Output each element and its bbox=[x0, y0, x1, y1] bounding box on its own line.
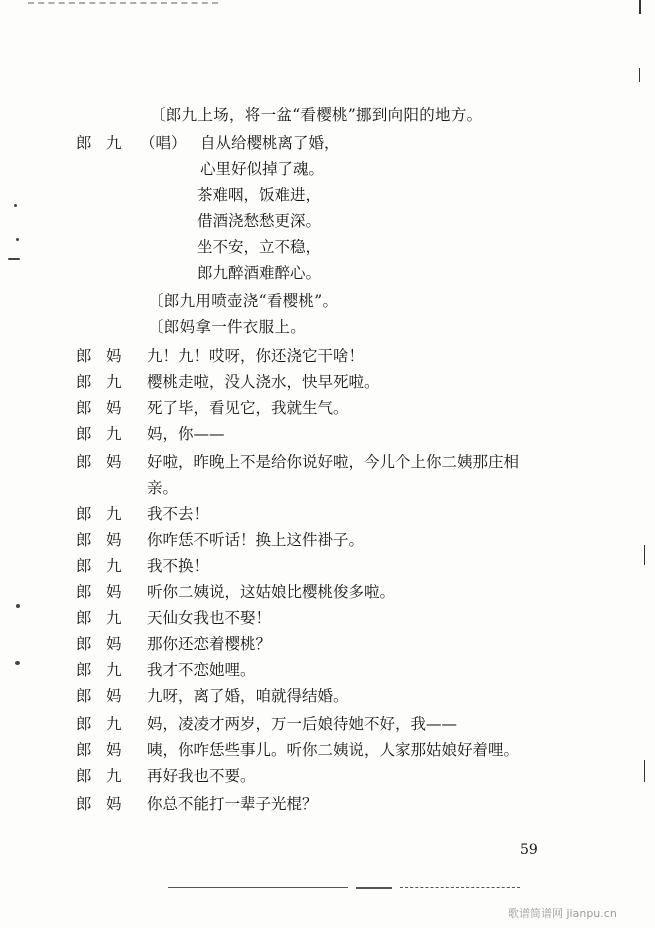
dialogue-line: 我才不恋她哩。 bbox=[147, 661, 256, 679]
stage-direction: 〔郎妈拿一件衣服上。 bbox=[148, 318, 307, 336]
speaker-name: 郎 妈 bbox=[76, 795, 122, 813]
speaker-name: 郎 九 bbox=[76, 767, 122, 785]
speaker-name: 郎 妈 bbox=[76, 687, 122, 705]
dialogue-line: 那你还恋着樱桃？ bbox=[147, 635, 272, 653]
dialogue-line: 九！九！哎呀，你还浇它干啥！ bbox=[147, 347, 365, 365]
dialogue-line: 咦，你咋恁些事儿。听你二姨说，人家那姑娘好着哩。 bbox=[147, 741, 520, 759]
song-line: 坐不安，立不稳， bbox=[197, 238, 322, 256]
footer-rule bbox=[168, 887, 348, 888]
song-cue: （唱） bbox=[140, 134, 187, 152]
dialogue-line: 你咋恁不听话！换上这件褂子。 bbox=[147, 531, 365, 549]
dialogue-line: 听你二姨说，这姑娘比樱桃俊多啦。 bbox=[147, 583, 396, 601]
watermark: 歌谱简谱网 jianpu.cn bbox=[508, 907, 617, 920]
speaker-name: 郎 九 bbox=[76, 715, 122, 733]
speaker-name: 郎 妈 bbox=[76, 583, 122, 601]
dialogue-line: 好啦，昨晚上不是给你说好啦，今儿个上你二姨那庄相 bbox=[147, 453, 520, 471]
song-line: 心里好似掉了魂。 bbox=[200, 160, 325, 178]
dialogue-line: 我不换！ bbox=[147, 557, 210, 575]
page-number: 59 bbox=[520, 842, 538, 858]
dialogue-line: 妈，凌凌才两岁，万一后娘待她不好，我—— bbox=[147, 715, 458, 733]
dialogue-line: 妈，你—— bbox=[147, 425, 225, 443]
footer-rule bbox=[400, 887, 520, 888]
dialogue-line: 你总不能打一辈子光棍？ bbox=[147, 795, 318, 813]
dialogue-line: 死了毕，看见它，我就生气。 bbox=[147, 399, 349, 417]
dialogue-line: 九呀，离了婚，咱就得结婚。 bbox=[147, 687, 349, 705]
song-line: 郎九醉酒难醉心。 bbox=[197, 264, 322, 282]
speaker-name: 郎 妈 bbox=[76, 531, 122, 549]
speaker-name: 郎 九 bbox=[76, 505, 122, 523]
speaker-name: 郎 妈 bbox=[76, 741, 122, 759]
speaker-name: 郎 妈 bbox=[76, 399, 122, 417]
speaker-name: 郎 九 bbox=[76, 425, 122, 443]
scan-speck bbox=[14, 204, 17, 207]
speaker-name: 郎 九 bbox=[76, 134, 122, 152]
scan-edge-mark bbox=[28, 2, 218, 7]
dialogue-line: 我不去！ bbox=[147, 505, 210, 523]
dialogue-line: 天仙女我也不娶！ bbox=[147, 609, 272, 627]
scan-speck bbox=[8, 258, 20, 260]
stage-direction: 〔郎九用喷壶浇“看樱桃”。 bbox=[148, 292, 339, 310]
scan-speck bbox=[16, 604, 20, 608]
song-line: 借酒浇愁愁更深。 bbox=[197, 212, 322, 230]
song-line: 茶难咽，饭难进， bbox=[197, 186, 322, 204]
dialogue-line: 樱桃走啦，没人浇水，快早死啦。 bbox=[147, 373, 380, 391]
speaker-name: 郎 妈 bbox=[76, 347, 122, 365]
song-line: 自从给樱桃离了婚， bbox=[200, 134, 340, 152]
scan-speck bbox=[16, 238, 19, 241]
speaker-name: 郎 九 bbox=[76, 373, 122, 391]
scan-edge-mark bbox=[644, 760, 645, 782]
stage-direction: 〔郎九上场，将一盆“看樱桃”挪到向阳的地方。 bbox=[150, 106, 483, 124]
footer-rule bbox=[356, 887, 392, 889]
speaker-name: 郎 九 bbox=[76, 661, 122, 679]
dialogue-line: 再好我也不要。 bbox=[147, 767, 256, 785]
scan-edge-mark bbox=[644, 545, 645, 565]
speaker-name: 郎 妈 bbox=[76, 635, 122, 653]
scan-speck bbox=[15, 661, 20, 665]
speaker-name: 郎 九 bbox=[76, 609, 122, 627]
dialogue-line: 亲。 bbox=[147, 479, 179, 497]
scan-edge-mark bbox=[639, 0, 641, 14]
speaker-name: 郎 妈 bbox=[76, 453, 122, 471]
speaker-name: 郎 九 bbox=[76, 557, 122, 575]
scan-edge-mark bbox=[639, 68, 640, 82]
